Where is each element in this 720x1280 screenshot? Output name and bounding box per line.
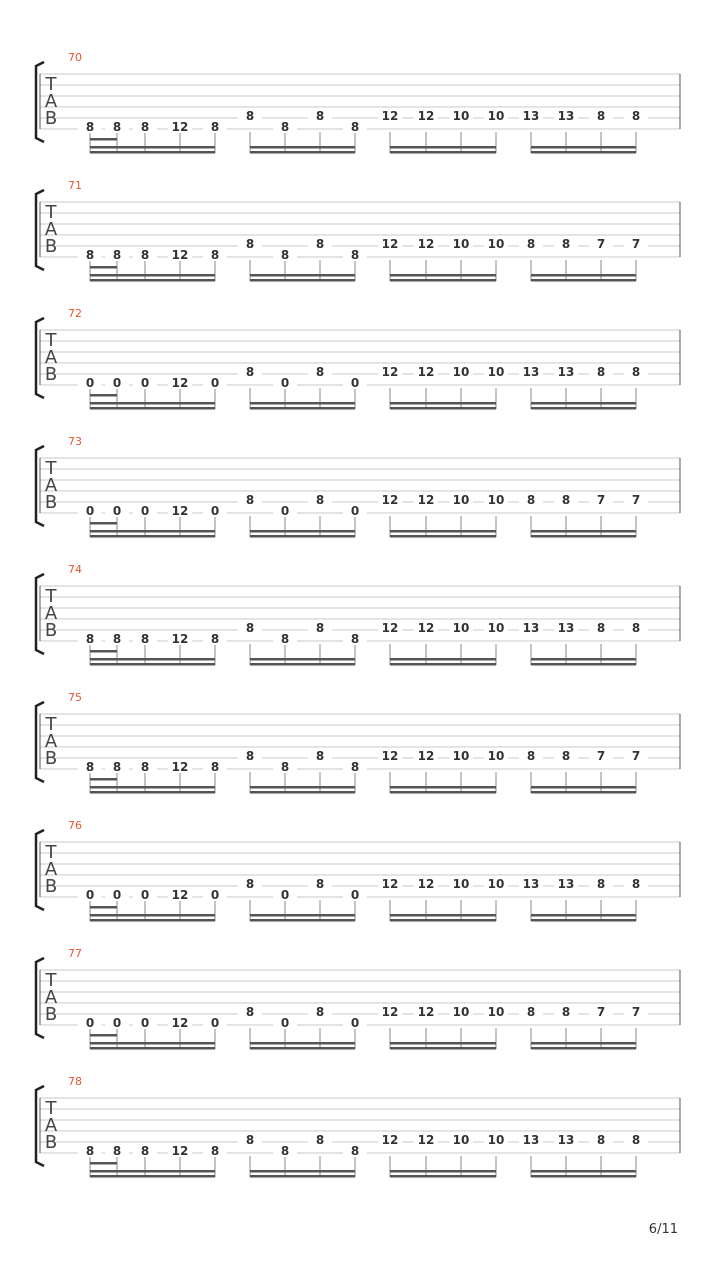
fret-number: 13	[554, 1134, 578, 1146]
beam-secondary	[90, 1034, 117, 1037]
tab-clef-letter: T	[45, 458, 57, 479]
fret-number: 12	[378, 366, 402, 378]
tab-clef-letter: B	[44, 748, 58, 769]
fret-number: 13	[554, 622, 578, 634]
fret-number: 13	[519, 878, 543, 890]
beam	[390, 274, 496, 277]
beam	[250, 407, 355, 410]
fret-number: 7	[589, 494, 613, 506]
tab-system	[0, 436, 720, 564]
beam	[531, 402, 636, 405]
fret-number: 0	[273, 889, 297, 901]
beam	[390, 530, 496, 533]
fret-number: 10	[449, 750, 473, 762]
tab-clef-letter: B	[44, 876, 58, 897]
fret-number: 8	[133, 761, 157, 773]
tab-clef-letter: A	[44, 1115, 58, 1136]
tab-clef-letter: A	[44, 731, 58, 752]
fret-number: 0	[203, 889, 227, 901]
fret-number: 8	[78, 761, 102, 773]
beam	[90, 663, 215, 666]
fret-number: 12	[168, 889, 192, 901]
fret-number: 12	[378, 1006, 402, 1018]
fret-number: 8	[78, 249, 102, 261]
tab-clef-letter: B	[44, 620, 58, 641]
beam	[531, 786, 636, 789]
beam	[90, 146, 215, 149]
fret-number: 8	[308, 750, 332, 762]
beam	[531, 151, 636, 154]
beam	[90, 535, 215, 538]
beam	[250, 146, 355, 149]
beam	[250, 658, 355, 661]
fret-number: 12	[378, 878, 402, 890]
beam	[90, 402, 215, 405]
fret-number: 10	[449, 494, 473, 506]
fret-number: 8	[203, 121, 227, 133]
fret-number: 12	[168, 1145, 192, 1157]
beam	[390, 1047, 496, 1050]
fret-number: 10	[449, 622, 473, 634]
fret-number: 8	[519, 750, 543, 762]
fret-number: 13	[519, 366, 543, 378]
beam	[90, 1170, 215, 1173]
fret-number: 8	[308, 878, 332, 890]
tab-system	[0, 564, 720, 692]
fret-number: 8	[624, 878, 648, 890]
fret-number: 7	[624, 1006, 648, 1018]
beam	[390, 146, 496, 149]
fret-number: 8	[343, 249, 367, 261]
fret-number: 8	[105, 1145, 129, 1157]
fret-number: 13	[519, 1134, 543, 1146]
fret-number: 12	[168, 1017, 192, 1029]
fret-number: 7	[624, 494, 648, 506]
tab-clef-letter: A	[44, 91, 58, 112]
fret-number: 8	[308, 1134, 332, 1146]
fret-number: 8	[308, 366, 332, 378]
fret-number: 8	[238, 878, 262, 890]
fret-number: 8	[133, 1145, 157, 1157]
fret-number: 0	[78, 377, 102, 389]
fret-number: 13	[554, 110, 578, 122]
fret-number: 12	[168, 377, 192, 389]
fret-number: 8	[273, 1145, 297, 1157]
beam-secondary	[90, 650, 117, 653]
fret-number: 0	[343, 377, 367, 389]
fret-number: 12	[168, 121, 192, 133]
fret-number: 10	[484, 494, 508, 506]
fret-number: 8	[624, 366, 648, 378]
fret-number: 8	[308, 1006, 332, 1018]
beam	[250, 663, 355, 666]
beam	[390, 535, 496, 538]
tab-system	[0, 692, 720, 820]
fret-number: 8	[554, 1006, 578, 1018]
fret-number: 8	[343, 1145, 367, 1157]
fret-number: 8	[238, 1006, 262, 1018]
fret-number: 8	[554, 238, 578, 250]
fret-number: 10	[449, 1006, 473, 1018]
beam	[390, 402, 496, 405]
tab-clef-letter: A	[44, 219, 58, 240]
fret-number: 12	[414, 1006, 438, 1018]
fret-number: 8	[308, 238, 332, 250]
fret-number: 8	[105, 249, 129, 261]
fret-number: 10	[484, 366, 508, 378]
beam-secondary	[90, 138, 117, 141]
measure-number: 77	[68, 947, 82, 960]
beam-secondary	[90, 1162, 117, 1165]
beam	[250, 535, 355, 538]
fret-number: 12	[414, 878, 438, 890]
fret-number: 8	[133, 633, 157, 645]
fret-number: 10	[449, 238, 473, 250]
fret-number: 0	[203, 505, 227, 517]
fret-number: 7	[624, 238, 648, 250]
beam	[390, 791, 496, 794]
measure-number: 78	[68, 1075, 82, 1088]
beam-secondary	[90, 906, 117, 909]
tab-clef-letter: A	[44, 987, 58, 1008]
fret-number: 12	[414, 622, 438, 634]
beam	[531, 919, 636, 922]
fret-number: 8	[308, 622, 332, 634]
fret-number: 0	[203, 377, 227, 389]
fret-number: 8	[78, 633, 102, 645]
fret-number: 8	[624, 622, 648, 634]
measure-number: 75	[68, 691, 82, 704]
fret-number: 12	[168, 505, 192, 517]
fret-number: 8	[238, 366, 262, 378]
beam	[250, 530, 355, 533]
fret-number: 8	[589, 110, 613, 122]
beam	[90, 530, 215, 533]
beam	[390, 658, 496, 661]
beam	[250, 1042, 355, 1045]
fret-number: 13	[519, 110, 543, 122]
beam	[250, 791, 355, 794]
fret-number: 0	[343, 889, 367, 901]
fret-number: 0	[105, 377, 129, 389]
beam	[531, 658, 636, 661]
tab-clef-letter: A	[44, 475, 58, 496]
tab-clef-letter: A	[44, 859, 58, 880]
fret-number: 8	[78, 121, 102, 133]
tab-clef-letter: B	[44, 492, 58, 513]
fret-number: 12	[414, 366, 438, 378]
tab-clef-letter: T	[45, 1098, 57, 1119]
beam	[90, 151, 215, 154]
beam	[90, 658, 215, 661]
beam	[531, 914, 636, 917]
fret-number: 8	[133, 249, 157, 261]
fret-number: 12	[414, 750, 438, 762]
fret-number: 0	[343, 1017, 367, 1029]
fret-number: 8	[238, 1134, 262, 1146]
fret-number: 0	[273, 505, 297, 517]
fret-number: 12	[378, 1134, 402, 1146]
fret-number: 12	[168, 761, 192, 773]
beam	[531, 791, 636, 794]
fret-number: 8	[519, 1006, 543, 1018]
fret-number: 8	[273, 121, 297, 133]
beam	[531, 146, 636, 149]
beam	[90, 786, 215, 789]
tab-clef-letter: T	[45, 74, 57, 95]
fret-number: 0	[105, 889, 129, 901]
tab-clef-letter: B	[44, 1132, 58, 1153]
fret-number: 7	[589, 238, 613, 250]
beam	[250, 786, 355, 789]
fret-number: 8	[203, 249, 227, 261]
beam-secondary	[90, 394, 117, 397]
fret-number: 10	[484, 622, 508, 634]
fret-number: 0	[78, 505, 102, 517]
fret-number: 8	[554, 494, 578, 506]
beam	[250, 1170, 355, 1173]
fret-number: 8	[203, 633, 227, 645]
fret-number: 12	[414, 110, 438, 122]
beam	[531, 1042, 636, 1045]
fret-number: 8	[519, 238, 543, 250]
beam	[531, 1170, 636, 1173]
fret-number: 10	[449, 110, 473, 122]
fret-number: 0	[273, 377, 297, 389]
beam	[90, 407, 215, 410]
fret-number: 8	[554, 750, 578, 762]
fret-number: 12	[378, 238, 402, 250]
beam	[90, 791, 215, 794]
fret-number: 8	[589, 366, 613, 378]
beam	[90, 1047, 215, 1050]
fret-number: 8	[589, 622, 613, 634]
fret-number: 8	[308, 494, 332, 506]
measure-number: 76	[68, 819, 82, 832]
fret-number: 8	[589, 878, 613, 890]
beam-secondary	[90, 522, 117, 525]
fret-number: 8	[308, 110, 332, 122]
beam	[250, 919, 355, 922]
fret-number: 10	[449, 878, 473, 890]
fret-number: 10	[484, 238, 508, 250]
beam	[531, 663, 636, 666]
fret-number: 8	[238, 238, 262, 250]
tab-clef-letter: B	[44, 1004, 58, 1025]
fret-number: 12	[168, 633, 192, 645]
beam	[250, 1047, 355, 1050]
tab-system	[0, 52, 720, 180]
fret-number: 8	[238, 750, 262, 762]
beam	[390, 1042, 496, 1045]
tab-clef-letter: B	[44, 236, 58, 257]
beam	[250, 151, 355, 154]
fret-number: 10	[484, 110, 508, 122]
fret-number: 8	[105, 633, 129, 645]
beam	[250, 279, 355, 282]
fret-number: 8	[343, 633, 367, 645]
fret-number: 10	[484, 1134, 508, 1146]
fret-number: 10	[484, 878, 508, 890]
fret-number: 12	[378, 110, 402, 122]
fret-number: 0	[133, 505, 157, 517]
measure-number: 73	[68, 435, 82, 448]
fret-number: 12	[414, 1134, 438, 1146]
fret-number: 10	[449, 366, 473, 378]
fret-number: 8	[273, 249, 297, 261]
fret-number: 8	[78, 1145, 102, 1157]
measure-number: 72	[68, 307, 82, 320]
tab-system	[0, 948, 720, 1076]
beam	[250, 1175, 355, 1178]
beam	[90, 1042, 215, 1045]
beam	[390, 1175, 496, 1178]
fret-number: 7	[589, 1006, 613, 1018]
beam	[90, 1175, 215, 1178]
tab-system	[0, 820, 720, 948]
fret-number: 0	[133, 1017, 157, 1029]
fret-number: 0	[133, 377, 157, 389]
fret-number: 8	[203, 1145, 227, 1157]
beam	[90, 274, 215, 277]
tab-system	[0, 1076, 720, 1204]
beam	[90, 919, 215, 922]
fret-number: 8	[624, 110, 648, 122]
measure-number: 74	[68, 563, 82, 576]
tab-system	[0, 308, 720, 436]
fret-number: 13	[554, 878, 578, 890]
fret-number: 8	[105, 121, 129, 133]
fret-number: 13	[554, 366, 578, 378]
fret-number: 8	[273, 761, 297, 773]
fret-number: 0	[273, 1017, 297, 1029]
beam	[390, 914, 496, 917]
fret-number: 8	[133, 121, 157, 133]
fret-number: 8	[343, 121, 367, 133]
beam	[531, 530, 636, 533]
fret-number: 8	[105, 761, 129, 773]
beam	[531, 1047, 636, 1050]
fret-number: 7	[624, 750, 648, 762]
beam	[531, 407, 636, 410]
fret-number: 8	[203, 761, 227, 773]
fret-number: 10	[484, 750, 508, 762]
tab-clef-letter: T	[45, 970, 57, 991]
beam	[531, 274, 636, 277]
fret-number: 7	[589, 750, 613, 762]
fret-number: 8	[273, 633, 297, 645]
page-number: 6/11	[648, 1222, 678, 1237]
tab-clef-letter: T	[45, 202, 57, 223]
fret-number: 0	[133, 889, 157, 901]
fret-number: 0	[343, 505, 367, 517]
tab-clef-letter: A	[44, 603, 58, 624]
beam	[390, 279, 496, 282]
tab-clef-letter: B	[44, 364, 58, 385]
beam	[390, 919, 496, 922]
fret-number: 12	[168, 249, 192, 261]
beam-secondary	[90, 266, 117, 269]
measure-number: 70	[68, 51, 82, 64]
beam	[390, 407, 496, 410]
tab-clef-letter: B	[44, 108, 58, 129]
fret-number: 8	[624, 1134, 648, 1146]
tab-clef-letter: T	[45, 714, 57, 735]
beam	[250, 914, 355, 917]
fret-number: 0	[78, 889, 102, 901]
beam	[250, 402, 355, 405]
fret-number: 8	[238, 622, 262, 634]
beam	[390, 151, 496, 154]
fret-number: 8	[343, 761, 367, 773]
beam	[531, 1175, 636, 1178]
tab-clef-letter: T	[45, 586, 57, 607]
fret-number: 8	[519, 494, 543, 506]
beam	[390, 1170, 496, 1173]
fret-number: 0	[203, 1017, 227, 1029]
beam	[90, 279, 215, 282]
fret-number: 0	[105, 505, 129, 517]
fret-number: 12	[378, 494, 402, 506]
beam	[390, 786, 496, 789]
fret-number: 13	[519, 622, 543, 634]
fret-number: 0	[105, 1017, 129, 1029]
tab-clef-letter: T	[45, 330, 57, 351]
measure-number: 71	[68, 179, 82, 192]
fret-number: 10	[484, 1006, 508, 1018]
tab-clef-letter: T	[45, 842, 57, 863]
beam	[90, 914, 215, 917]
fret-number: 10	[449, 1134, 473, 1146]
fret-number: 8	[238, 494, 262, 506]
fret-number: 8	[589, 1134, 613, 1146]
fret-number: 8	[238, 110, 262, 122]
fret-number: 0	[78, 1017, 102, 1029]
fret-number: 12	[414, 238, 438, 250]
fret-number: 12	[378, 622, 402, 634]
fret-number: 12	[378, 750, 402, 762]
beam	[531, 535, 636, 538]
beam	[390, 663, 496, 666]
beam	[531, 279, 636, 282]
tab-clef-letter: A	[44, 347, 58, 368]
tab-system	[0, 180, 720, 308]
beam	[250, 274, 355, 277]
fret-number: 12	[414, 494, 438, 506]
beam-secondary	[90, 778, 117, 781]
